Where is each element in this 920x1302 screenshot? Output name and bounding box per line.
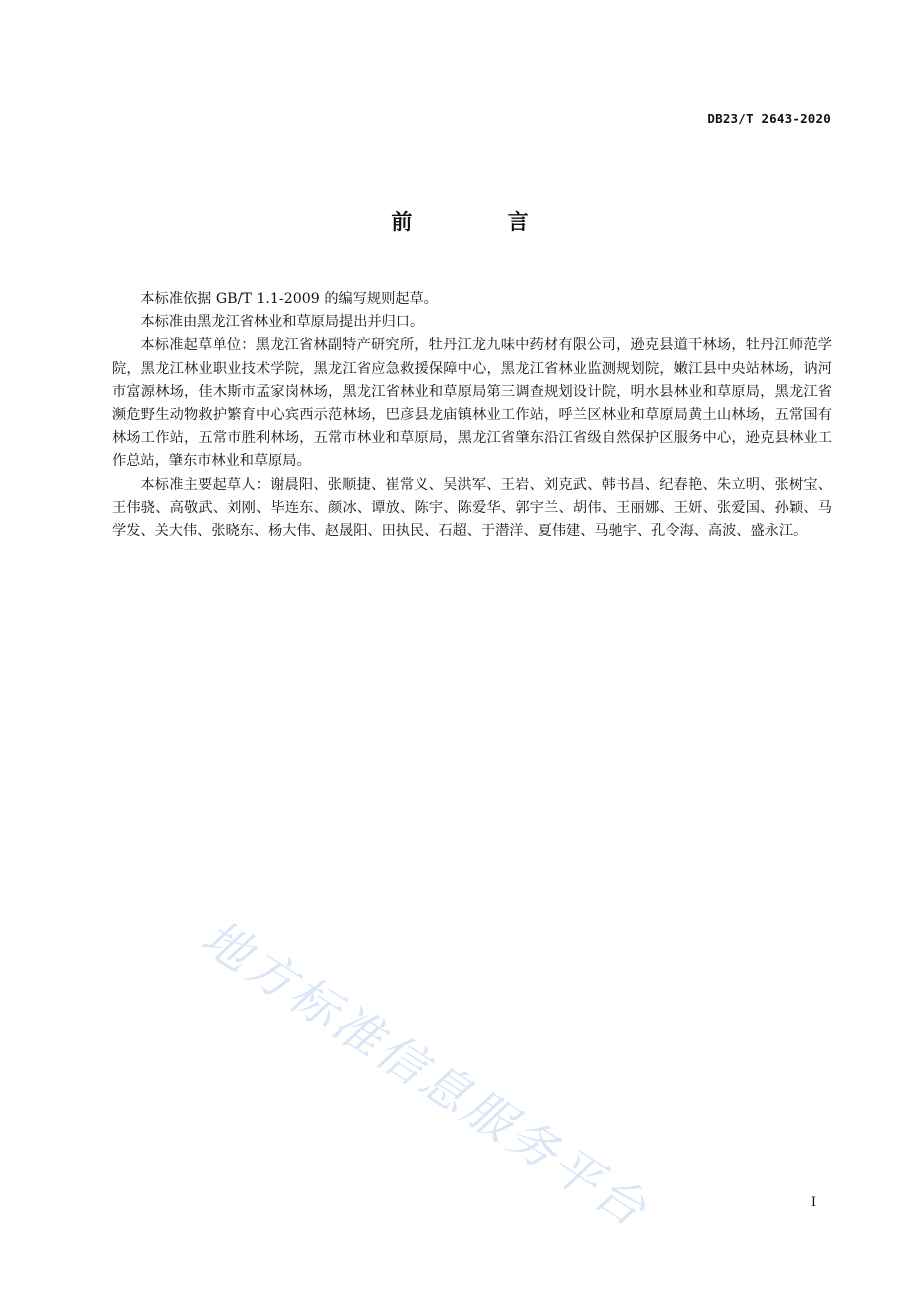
watermark: 地方标准信息服务平台 <box>191 909 659 1240</box>
standard-code: DB23/T 2643-2020 <box>707 111 831 126</box>
paragraph-proposer: 本标准由黑龙江省林业和草原局提出并归口。 <box>140 314 425 331</box>
paragraph-drafting-rules: 本标准依据 GB/T 1.1-2009 的编写规则起草。 <box>140 291 438 307</box>
page-title: 前 言 <box>391 210 573 234</box>
paragraph-drafters: 本标准主要起草人：谢晨阳、张顺捷、崔常义、吴洪军、王岩、刘克武、韩书昌、纪春艳、朱立明、张树宝、王伟骁、高敬武、刘刚、毕连东、颜冰、谭放、陈宇、陈爱华、郭宇兰、胡伟、王丽娜、王妍、张爱国、孙颖、马学发、关大伟、张晓东、杨大伟、赵晟阳、田执民、石超、于潜洋、夏伟建、马驰宇、孔令海、高波、盛永江。 <box>112 476 832 540</box>
preface-body <box>112 288 832 543</box>
paragraph-drafting-units: 本标准起草单位：黑龙江省林副特产研究所，牡丹江龙九味中药材有限公司，逊克县道干林场，牡丹江师范学院，黑龙江林业职业技术学院，黑龙江省应急救援保障中心，黑龙江省林业监测规划院，嫩江县中央站林场，讷河市富源林场，佳木斯市孟家岗林场，黑龙江省林业和草原局第三调查规划设计院，明水县林业和草原局，黑龙江省濒危野生动物救护繁育中心宾西示范林场，巴彦县龙庙镇林业工作站，呼兰区林业和草原局黄土山林场，五常国有林场工作站，五常市胜利林场，五常市林业和草原局，黑龙江省肇东沿江省级自然保护区服务中心，逊克县林业工作总站，肇东市林业和草原局。 <box>112 337 832 470</box>
page-number: I <box>810 1195 816 1210</box>
